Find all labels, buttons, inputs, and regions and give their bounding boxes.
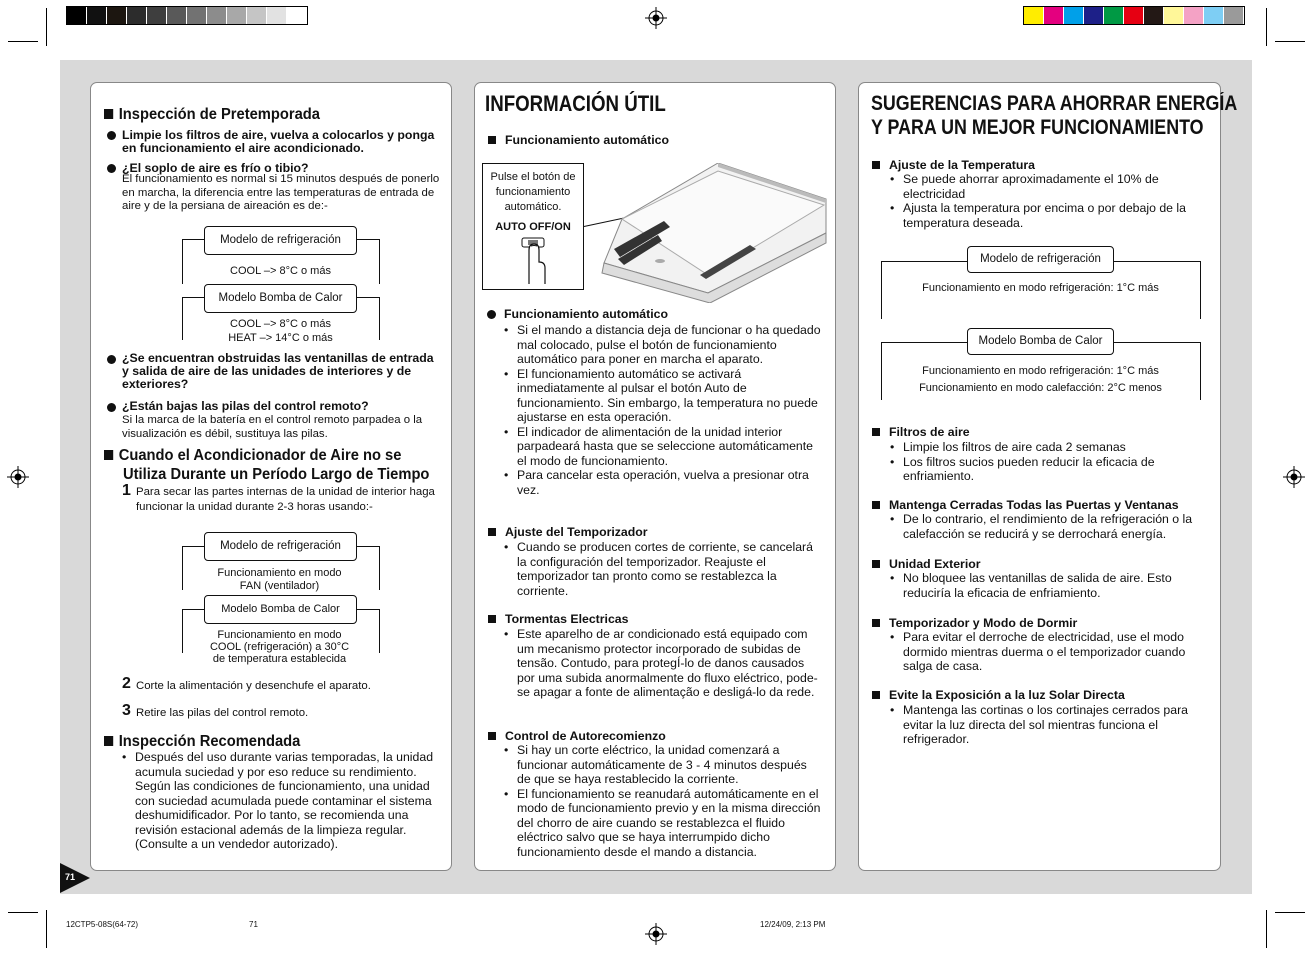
auto-bullet: • El indicador de alimentación de la unidad interior parpadeará hasta que se seleccione automáticamente el modo de funcionamiento.	[504, 425, 822, 469]
gray-patch	[207, 7, 227, 24]
color-patch	[1044, 7, 1064, 24]
footer-date: 12/24/09, 2:13 PM	[760, 920, 826, 929]
crop-mark	[1275, 41, 1305, 42]
temp-heat-model-box: Modelo Bomba de Calor	[967, 328, 1114, 355]
diagram-line	[1200, 342, 1201, 400]
recommended-heading: Inspección Recomendada	[104, 732, 300, 751]
useful-info-title: INFORMACIÓN ÚTIL	[485, 91, 666, 116]
diagram-line	[1200, 261, 1201, 319]
crop-mark	[1266, 8, 1267, 46]
registration-crosshair-icon	[645, 7, 667, 29]
filters-bullet: • Limpie los filtros de aire cada 2 semanas	[890, 440, 1212, 455]
storms-heading: Tormentas Electricas	[488, 612, 628, 626]
outdoor-heading: Unidad Exterior	[872, 557, 981, 571]
heat-pump-model-box: Modelo Bomba de Calor	[204, 284, 357, 313]
gray-patch	[107, 7, 127, 24]
auto-section-bullets	[504, 323, 822, 497]
temp-cool-text: Funcionamiento en modo refrigeración: 1°C más	[922, 282, 1159, 294]
clean-filters-text: Limpie los filtros de aire, vuelva a colocarlos y ponga en funcionamiento el aire acondicionado.	[122, 128, 435, 155]
cool-model-desc-1: Funcionamiento en modo	[217, 567, 342, 579]
diagram-line	[357, 609, 379, 610]
color-patch	[1064, 7, 1084, 24]
crop-mark	[1275, 912, 1305, 913]
auto-heading-top: Funcionamiento automático	[488, 133, 669, 147]
cool-model-value: COOL –> 8°C o más	[230, 265, 331, 277]
energy-title-line1: SUGERENCIAS PARA AHORRAR ENERGÍA	[871, 92, 1238, 115]
autorestart-heading: Control de Autorecomienzo	[488, 729, 666, 743]
temp-heat-text-1: Funcionamiento en modo refrigeración: 1°C más	[922, 365, 1159, 377]
sun-bullet: • Mantenga las cortinas o los cortinajes cerrados para evitar la luz directa del sol mientras funciona el refrigerador.	[890, 703, 1212, 747]
color-patch	[1224, 7, 1244, 24]
auto-bullet: • Si el mando a distancia deja de funcionar o ha quedado mal colocado, pulse el botón de funcionamiento automático para poner en marcha el aparato.	[504, 323, 822, 367]
filters-heading: Filtros de aire	[872, 425, 970, 439]
finger-press-icon	[519, 236, 549, 286]
color-patch	[1084, 7, 1104, 24]
timer-bullets	[504, 540, 822, 598]
long-period-heading: Cuando el Acondicionador de Aire no se	[104, 446, 401, 465]
registration-crosshair-icon	[7, 466, 29, 488]
step-2-text: Corte la alimentación y desenchufe el aparato.	[136, 680, 371, 692]
outdoor-bullets	[890, 571, 1212, 600]
callout-line-2: funcionamiento	[495, 186, 571, 198]
gray-patch	[127, 7, 147, 24]
bullet-dot	[487, 310, 496, 319]
diagram-line	[182, 239, 204, 240]
sun-heading: Evite la Exposición a la luz Solar Directa	[872, 688, 1125, 702]
temp-bullet: • Ajusta la temperatura por encima o por debajo de la temperatura deseada.	[890, 201, 1212, 230]
diagram-line	[182, 609, 183, 653]
diagram-line	[182, 239, 183, 284]
air-temp-question: ¿El soplo de aire es frío o tibio?	[122, 161, 309, 175]
diagram-line	[881, 342, 967, 343]
auto-bullet: • Para cancelar esta operación, vuelva a presionar otra vez.	[504, 468, 822, 497]
gray-patch	[227, 7, 247, 24]
diagram-line	[182, 546, 204, 547]
storms-bullets	[504, 627, 822, 700]
recommended-text: • Después del uso durante varias temporadas, la unidad acumula suciedad y por eso reduce su rendimiento. Según las condiciones de funcionamiento, una unidad con suciedad acumulada puede contaminar el sistema deshumidificador. Por lo tanto, se recomienda una revisión estacional además de la limpieza regular. (Consulte a un vendedor autorizado).	[122, 750, 443, 852]
filters-bullets	[890, 440, 1212, 484]
maintenance-panel	[90, 82, 452, 871]
heat-model-desc-2: COOL (refrigeración) a 30°C	[209, 641, 350, 653]
battery-question: ¿Están bajas las pilas del control remoto?	[122, 399, 369, 413]
temp-heat-text-2: Funcionamiento en modo calefacción: 2°C menos	[919, 382, 1162, 394]
crop-mark	[8, 912, 38, 913]
bullet-dot	[107, 355, 116, 364]
diagram-line	[379, 239, 380, 284]
crop-mark	[1266, 910, 1267, 948]
timer-bullet: • Cuando se producen cortes de corriente, se cancelará la configuración del temporizador. Reajuste el temporizador tan pronto como se restablezca la corriente.	[504, 540, 822, 598]
gray-patch	[287, 7, 307, 24]
gray-patch	[67, 7, 87, 24]
energy-tips-panel	[858, 82, 1238, 871]
vents-question: ¿Se encuentran obstruidas las ventanillas de entrada y salida de aire de las unidades de interiores y de exteriores?	[122, 351, 434, 391]
diagram-line	[357, 239, 379, 240]
bullet-dot	[107, 131, 116, 140]
doors-bullets	[890, 512, 1212, 541]
cool-model-box-2: Modelo de refrigeración	[204, 532, 357, 561]
diagram-line	[379, 609, 380, 653]
diagram-line	[182, 546, 183, 590]
heat-model-cool-value: COOL –> 8°C o más	[230, 318, 331, 330]
sleep-bullet: • Para evitar el derroche de electricidad, use el modo dormido mientras duerma o el temporizador cuando salga de casa.	[890, 630, 1212, 674]
registration-crosshair-icon	[1283, 466, 1305, 488]
heat-model-desc-3: de temperatura establecida	[212, 653, 347, 665]
diagram-line	[1114, 261, 1200, 262]
gray-registration-strip	[66, 6, 308, 25]
page-number: 71	[65, 872, 76, 882]
gray-patch	[147, 7, 167, 24]
callout-line-1: Pulse el botón de	[490, 171, 576, 183]
color-patch	[1204, 7, 1224, 24]
timer-heading: Ajuste del Temporizador	[488, 525, 648, 539]
temp-heading: Ajuste de la Temperatura	[872, 158, 1035, 172]
color-registration-strip	[1023, 6, 1245, 25]
crop-mark	[46, 8, 47, 46]
color-patch	[1164, 7, 1184, 24]
diagram-line	[379, 546, 380, 590]
gray-patch	[187, 7, 207, 24]
auto-section-heading: Funcionamiento automático	[504, 307, 668, 321]
diagram-line	[357, 297, 379, 298]
cool-model-box: Modelo de refrigeración	[204, 226, 357, 255]
cool-model-desc-2: FAN (ventilador)	[239, 580, 320, 592]
air-temp-answer: El funcionamiento es normal si 15 minutos después de ponerlo en marcha, la diferencia entre las temperaturas de entrada de aire y de la persiana de aireación es de:-	[122, 173, 440, 212]
sleep-bullets	[890, 630, 1212, 674]
footer-page: 71	[249, 920, 258, 929]
crop-mark	[46, 910, 47, 948]
auto-button-callout	[482, 163, 584, 290]
gray-patch	[247, 7, 267, 24]
color-patch	[1144, 7, 1164, 24]
ceiling-air-conditioner-icon	[600, 163, 828, 303]
footer-file: 12CTP5-08S(64-72)	[66, 920, 139, 929]
gray-patch	[87, 7, 107, 24]
diagram-line	[182, 609, 204, 610]
step-1-text: Para secar las partes internas de la unidad de interior haga funcionar la unidad durante 2-3 horas usando:-	[136, 486, 435, 513]
callout-line-3: automático.	[504, 201, 562, 213]
step-2: 2	[122, 675, 131, 692]
auto-bullet: • El funcionamiento automático se activará inmediatamente al pulsar el botón Auto de funcionamiento. Sin embargo, la temperatura no puede ajustarse en esta operación.	[504, 367, 822, 425]
autorestart-bullets	[504, 743, 822, 859]
doors-bullet: • De lo contrario, el rendimiento de la refrigeración o la calefacción se reducirá y se derrochará energía.	[890, 512, 1212, 541]
storms-bullet: • Este aparelho de ar condicionado está equipado com um mecanismo protector incorporado de subidas de tensão. Contudo, para protegÍ-lo de danos causados por uma subida anormalmente do fluxo eléctrico, pode-se apagar a fonte de alimentação e desligá-lo da rede.	[504, 627, 822, 700]
temp-bullet: • Se puede ahorrar aproximadamente el 10% de electricidad	[890, 172, 1212, 201]
bullet-dot	[107, 403, 116, 412]
step-1: 1	[122, 482, 131, 499]
diagram-line	[1114, 342, 1200, 343]
gray-patch	[167, 7, 187, 24]
energy-title-line2: Y PARA UN MEJOR FUNCIONAMIENTO	[871, 116, 1204, 139]
filters-bullet: • Los filtros sucios pueden reducir la eficacia de enfriamiento.	[890, 455, 1212, 484]
outdoor-bullet: • No bloquee las ventanillas de salida de aire. Esto reduciría la eficacia de enfriamiento.	[890, 571, 1212, 600]
color-patch	[1184, 7, 1204, 24]
autorestart-bullet: • El funcionamiento se reanudará automáticamente en el modo de funcionamiento previo y en la misma dirección del chorro de aire cuando se restablezca el fluido eléctrico salvo que se haya interrumpido dicho funcionamiento desde el mando a distancia.	[504, 787, 822, 860]
gray-patch	[267, 7, 287, 24]
step-3: 3	[122, 702, 131, 719]
crop-mark	[8, 41, 38, 42]
diagram-line	[182, 297, 204, 298]
diagram-line	[379, 297, 380, 340]
diagram-line	[357, 546, 379, 547]
heat-model-heat-value: HEAT –> 14°C o más	[228, 332, 333, 344]
registration-crosshair-icon	[645, 923, 667, 945]
sun-bullets	[890, 703, 1212, 747]
color-patch	[1124, 7, 1144, 24]
autorestart-bullet: • Si hay un corte eléctrico, la unidad comenzará a funcionar automáticamente de 3 - 4 minutos después de que se haya restablecido la corriente.	[504, 743, 822, 787]
bullet-dot	[107, 164, 116, 173]
diagram-line	[182, 297, 183, 340]
auto-off-on-label: AUTO OFF/ON	[495, 221, 571, 233]
color-patch	[1104, 7, 1124, 24]
heat-model-desc-1: Funcionamiento en modo	[217, 629, 342, 641]
temp-cool-model-box: Modelo de refrigeración	[967, 246, 1114, 273]
doors-heading: Mantenga Cerradas Todas las Puertas y Ventanas	[872, 498, 1179, 512]
pre-season-heading: Inspección de Pretemporada	[104, 105, 320, 124]
diagram-line	[881, 261, 967, 262]
sleep-heading: Temporizador y Modo de Dormir	[872, 616, 1077, 630]
heat-pump-model-box-2: Modelo Bomba de Calor	[204, 595, 357, 624]
long-period-heading-line2: Utiliza Durante un Período Largo de Tiempo	[123, 466, 430, 483]
useful-info-panel	[474, 82, 836, 871]
temp-bullets	[890, 172, 1212, 230]
step-3-text: Retire las pilas del control remoto.	[136, 707, 309, 719]
battery-answer: Si la marca de la batería en el control remoto parpadea o la visualización es débil, sustituya las pilas.	[122, 414, 423, 440]
color-patch	[1024, 7, 1044, 24]
